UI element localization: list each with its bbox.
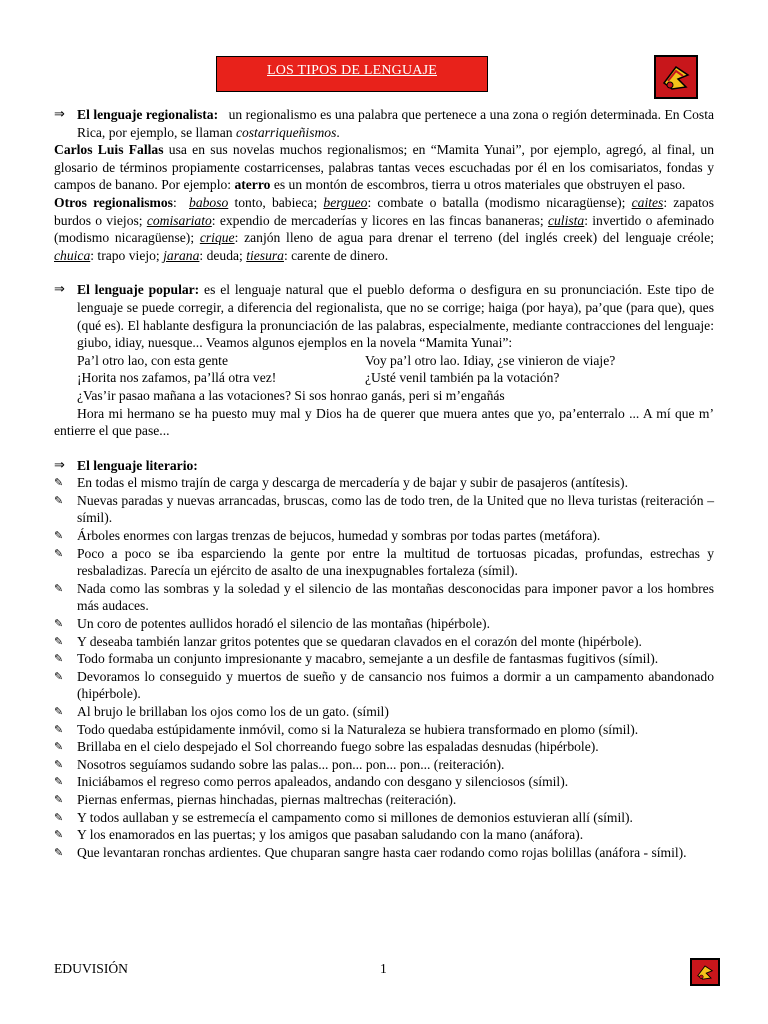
list-item-text: Nada como las sombras y la soledad y el silencio de las montañas desconocidas para imponer pavor a los hombres más audaces. (77, 580, 714, 614)
pencil-bullet-icon: ✎ (54, 828, 64, 842)
list-item-text: Y los enamorados en las puertas; y los amigos que pasaban saludando con la mano (anáfora). (77, 827, 584, 843)
list-item (54, 527, 714, 545)
list-item (54, 756, 714, 774)
pencil-bullet-icon: ✎ (54, 792, 64, 806)
logo-emblem (656, 57, 696, 97)
list-item (54, 474, 714, 492)
glossary-term: chuica (54, 247, 91, 263)
list-item-text: Piernas enfermas, piernas hinchadas, piernas maltrechas (reiteración). (77, 791, 457, 807)
pencil-bullet-icon: ✎ (54, 652, 64, 666)
list-item-text: Devoramos lo conseguido y muertos de sueño y de cansancio nos fuimos a dormir a un campamento abandonado (hipérbole). (77, 668, 714, 702)
section-literario (54, 457, 714, 475)
glossary-definition: : expendio de mercaderías y licores en las fincas bananeras; (211, 212, 548, 228)
list-item-text: Nuevas paradas y nuevas arrancadas, bruscas, como las de todo tren, de la United que no lleva turistas (reiteración – símil). (77, 492, 714, 526)
section-popular (54, 281, 714, 351)
example-right: ¿Usté venil también pa la votación? (365, 370, 560, 386)
section-heading: El lenguaje regionalista: (77, 107, 219, 122)
example-row (54, 369, 714, 387)
list-item-text: Y todos aullaban y se estremecía el campamento como si millones de demonios estuvieran allí (símil). (77, 809, 633, 825)
glossary-definition: : zapatos burdos o viejos; (54, 194, 715, 228)
example-right: Voy pa’l otro lao. Idiay, ¿se vinieron de viaje? (365, 352, 616, 368)
example-left: ¡Horita nos zafamos, pa’llá otra vez! (77, 370, 277, 386)
glossary-term: comisariato (146, 212, 212, 228)
footer-brand: EDUVISIÓN (54, 961, 129, 976)
example-row (54, 352, 714, 370)
glossary-definition: : combate o batalla (modismo nicaragüense); (367, 194, 632, 210)
list-item-text: Que levantaran ronchas ardientes. Que chuparan sangre hasta caer rodando como rojas bolillas (anáfora - símil). (77, 844, 687, 860)
list-item-text: Y deseaba también lanzar gritos potentes que se quedaran clavados en el corazón del monte (hipérbole). (77, 633, 642, 649)
glossary-term: jarana (163, 247, 200, 263)
glossary-term: bergueo (323, 194, 368, 210)
pencil-bullet-icon: ✎ (54, 476, 64, 490)
glossary-definition: : deuda; (199, 247, 247, 263)
pencil-bullet-icon: ✎ (54, 529, 64, 543)
list-item (54, 545, 714, 580)
list-item (54, 826, 714, 844)
list-item-text: Iniciábamos el regreso como perros apaleados, andando con desgano y silenciosos (símil). (77, 774, 569, 790)
pencil-bullet-icon: ✎ (54, 722, 64, 736)
glossary-definition: : invertido o afeminado (modismo nicaragüense); (54, 212, 715, 246)
pencil-bullet-icon: ✎ (54, 581, 64, 595)
glossary-term: crique (199, 230, 235, 246)
paragraph-text: es un montón de escombros, tierra u otros materiales que obstruyen el paso. (270, 177, 686, 193)
list-item (54, 773, 714, 791)
example-line: Hora mi hermano se ha puesto muy mal y Dios ha de querer que muera antes que yo, pa’enterralo ... A mí que m’ entierre el que pase... (54, 405, 714, 439)
list-item (54, 615, 714, 633)
list-item (54, 738, 714, 756)
list-item (54, 492, 714, 527)
glossary-definition: : carente de dinero. (283, 247, 389, 263)
arrow-icon: ⇒ (54, 457, 65, 473)
author-paragraph (54, 141, 714, 194)
list-item (54, 703, 714, 721)
page-number: 1 (380, 961, 387, 976)
pencil-bullet-icon: ✎ (54, 546, 64, 560)
glossary-definition: : trapo viejo; (90, 247, 164, 263)
arrow-icon: ⇒ (54, 107, 65, 122)
document-body (54, 106, 714, 861)
glossary-label: Otros regionalismos (54, 194, 173, 210)
list-item-text: Nosotros seguíamos sudando sobre las palas... pon... pon... pon... (reiteración). (77, 756, 505, 772)
pencil-bullet-icon: ✎ (54, 810, 64, 824)
paragraph-text: usa en sus novelas muchos regionalismos; en “Mamita Yunai”, por ejemplo, agregó, al final, un glosario de términos propiamente costarricenses, palabras tantas veces escuchadas por él en los comisariatos, fondas y campos de banano. Por ejemplo: (54, 142, 714, 193)
section-regionalista (54, 106, 714, 141)
logo-icon (654, 55, 698, 99)
title-box (216, 56, 488, 92)
pencil-bullet-icon: ✎ (54, 634, 64, 648)
pencil-bullet-icon: ✎ (54, 757, 64, 771)
glossary-term: baboso (189, 194, 229, 210)
list-item (54, 844, 714, 862)
pencil-bullet-icon: ✎ (54, 740, 64, 754)
section-text: un regionalismo es una palabra que pertenece a una zona o región determinada. En Costa Rica, por ejemplo, se llaman (77, 107, 715, 140)
list-item (54, 809, 714, 827)
author-name: Carlos Luis Fallas (54, 142, 164, 158)
list-item-text: Un coro de potentes aullidos horadó el silencio de las montañas (hipérbole). (77, 616, 490, 632)
pencil-bullet-icon: ✎ (54, 617, 64, 631)
pencil-bullet-icon: ✎ (54, 775, 64, 789)
example-line: ¿Vas’ir pasao mañana a las votaciones? Si sos honrao ganás, peri si m’engañás (77, 387, 505, 403)
glossary-term: tiesura (246, 247, 284, 263)
page-title: LOS TIPOS DE LENGUAJE (267, 63, 437, 78)
punct: . (336, 124, 340, 140)
pencil-bullet-icon: ✎ (54, 493, 64, 507)
list-item (54, 650, 714, 668)
glossary-paragraph: Otros regionalismos: baboso tonto, babieca; bergueo: combate o batalla (modismo nicaragüense); caites: zapatos burdos o viejos; comisariato: expendio de mercaderías y licores en las fincas bananeras; culista: invertido o afeminado (modismo nicaragüense); crique: zanjón lleno de agua para drenar el terreno (del inglés creek) del lenguaje créole; chuica: trapo viejo; jarana: deuda; tiesura: carente de dinero. (54, 194, 715, 263)
list-item-text: Todo quedaba estúpidamente inmóvil, como si la Naturaleza se hubiera transformado en plomo (símil). (77, 721, 639, 737)
italic-term: costarriqueñismos (235, 124, 337, 140)
glossary-term: culista (547, 212, 585, 228)
arrow-icon: ⇒ (54, 282, 65, 298)
logo-emblem (692, 960, 718, 984)
logo-icon (690, 958, 720, 986)
list-item-text: Todo formaba un conjunto impresionante y macabro, semejante a un desfile de fantasmas fugitivos (símil). (77, 651, 659, 667)
section-text: es el lenguaje natural que el pueblo deforma o desfigura en su pronunciación. Este tipo de lenguaje se puede corregir, a diferencia del regionalista, que no se corrige; haiga (por haya), pa’que (para que), ques (qué es). El hablante desfigura la pronunciación de las palabras, especialmente, mediante contracciones del lenguaje: giubo, idiay, nuesque... Veamos algunos ejemplos en la novela “Mamita Yunai”: (77, 282, 715, 351)
section-heading: El lenguaje literario: (77, 457, 198, 473)
list-item-text: Brillaba en el cielo despejado el Sol chorreando fuego sobre las espaladas desnudas (hipérbole). (77, 739, 599, 755)
example-left: Pa’l otro lao, con esta gente (77, 352, 228, 368)
literary-list (54, 474, 714, 861)
list-item-text: Al brujo le brillaban los ojos como los de un gato. (símil) (77, 704, 389, 719)
list-item-text: Poco a poco se iba esparciendo la gente por entre la multitud de tortuosas picadas, profundas, estrechas y resbaladizas. Parecía un ejército de asalto de una inexpugnables fortaleza (símil). (77, 545, 714, 579)
pencil-bullet-icon: ✎ (54, 669, 64, 683)
list-item (54, 580, 714, 615)
glossary-definition: : zanjón lleno de agua para drenar el terreno (del inglés creek) del lenguaje créole; (234, 230, 714, 246)
section-heading: El lenguaje popular: (77, 282, 200, 298)
list-item (54, 791, 714, 809)
pencil-bullet-icon: ✎ (54, 705, 64, 718)
list-item (54, 721, 714, 739)
list-item (54, 633, 714, 651)
glossary-term: caites (631, 194, 664, 210)
list-item-text: Árboles enormes con largas trenzas de bejucos, humedad y sombras por todas partes (metáfora). (77, 528, 601, 544)
list-item (54, 668, 714, 703)
list-item-text: En todas el mismo trajín de carga y descarga de mercadería y de bajar y subir de pasajeros (antítesis). (77, 475, 628, 491)
example-word: aterro (234, 177, 271, 193)
pencil-bullet-icon: ✎ (54, 845, 64, 859)
glossary-definition: tonto, babieca; (228, 194, 324, 210)
